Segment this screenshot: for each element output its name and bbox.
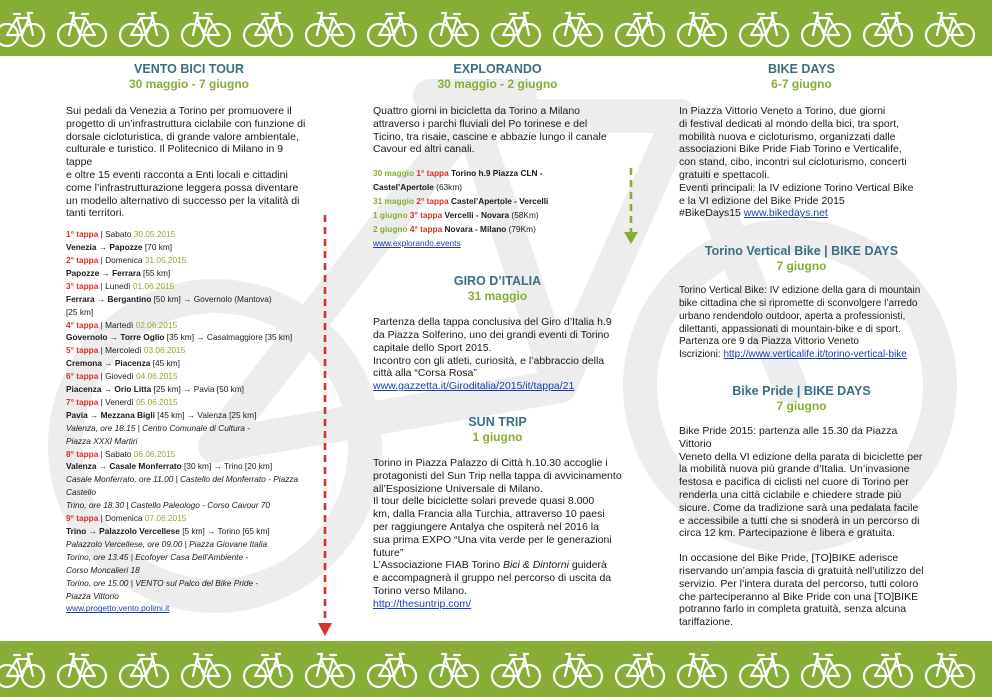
stage-route: Pavia → Mezzana Bigli [45 km] → Valenza [25 km] (66, 409, 257, 420)
giro-title: GIRO D’ITALIA (453, 274, 542, 289)
stage-note: Corso Moncalieri 18 (66, 564, 140, 575)
stage-route: Governolo → Torre Oglio [35 km] → Casalmaggiore [35 km] (66, 332, 293, 343)
stage-route: Cremona → Piacenza [45 km] (66, 358, 180, 369)
suntrip-body: Torino in Piazza Palazzo di Città h.10.30 accoglie i protagonisti del Sun Trip nella tappa di avvicinamento all’Esposizione Universale di Milano. Il tour delle biciclette solari prevede quasi 8.000 km, dalla Francia alla Turchia, attraverso 10 paesi per raggiungere Antalya che ospiterà nel 2016 la sua prima EXPO “Una vita verde per le generazioni future” L’Associazione FIAB Torino Bici & Dintorni guiderà e accompagnerà il gruppo nel percorso di uscita da Torino verso Milano. http://thesuntrip.com/ (373, 456, 622, 610)
suntrip-title: SUN TRIP (468, 414, 527, 429)
pride-tobike: In occasione del Bike Pride, [TO]BIKE aderisce riservando un’ampia fascia di gratuità nell’utilizzo del servizio. Per l’intera durata del percorso, tutti coloro che parteciperanno al Bike Pride con una [TO]BIKE potranno farlo in completa gratuità, senza alcuna tariffazione. (679, 552, 924, 629)
bicycle-icon (740, 13, 788, 46)
stage-header: 4° tappa | Martedì 02.06.2015 (66, 319, 178, 330)
bicycle-pattern-bottom (0, 641, 992, 697)
bicycle-icon (306, 654, 354, 687)
pride-date: 7 giugno (776, 398, 827, 413)
stage-header: 1° tappa | Sabato 30.05.2015 (66, 229, 176, 240)
vento-column (66, 56, 312, 615)
bicycle-icon (616, 13, 664, 46)
arrow-down-icon (622, 166, 640, 246)
giro-body: Partenza della tappa conclusiva del Giro d’Italia h.9 da Piazza Solferino, uno dei grandi eventi di Torino capitale dello Sport 2015. Incontro con gli atleti, curiosità, e l’abbraccio della città alla “Corsa Rosa” www.gazzetta.it/Giroditalia/2015/it/tappa/21 (373, 316, 612, 393)
vertical-title: Torino Vertical Bike | BIKE DAYS (704, 244, 899, 259)
stage-note: Torino, ore 13.45 | Ecofoyer Casa Dell’Ambiente - (66, 551, 249, 562)
bicycle-icon (368, 13, 416, 46)
bicycle-icon (120, 654, 168, 687)
top-bicycle-band (0, 0, 992, 56)
bicycle-icon (430, 13, 478, 46)
bicycle-icon (616, 654, 664, 687)
stage-note: Piazza XXXI Martiri (66, 435, 138, 446)
stage-header: 5° tappa | Mercoledì 03.06.2015 (66, 345, 186, 356)
bikedays-title: BIKE DAYS (768, 62, 835, 76)
bicycle-icon (244, 13, 292, 46)
explorando-stages: 30 maggio 1° tappa Torino h.9 Piazza CLN - Castel’Apertole (63km) 31 maggio 2° tappa Castel’Apertole - Vercelli 1 giugno 3° tappa Vercelli - Novara (58Km) 2 giugno 4° tappa Novara - Milano (79Km) www.explorando.events (373, 168, 549, 249)
bikedays-column (679, 56, 924, 629)
stage-note: Piazza Vittorio (66, 590, 119, 601)
stage-note: Trino, ore 18.30 | Castello Paleologo - Corso Cavour 70 (66, 500, 270, 511)
bicycle-pattern-top (0, 0, 992, 56)
pride-title: Bike Pride | BIKE DAYS (732, 383, 871, 398)
bicycle-icon (926, 654, 974, 687)
giro-link[interactable]: www.gazzetta.it/Giroditalia/2015/it/tappa/21 (373, 380, 575, 393)
bikedays-date: 6-7 giugno (771, 77, 832, 91)
stage-note: Torino, ore 15.00 | VENTO sul Palco del Bike Pride - (66, 577, 259, 588)
stage-route-extra: [25 km] (66, 306, 94, 317)
bicycle-icon (554, 13, 602, 46)
bicycle-icon (678, 654, 726, 687)
vento-intro: Sui pedali da Venezia a Torino per promuovere il progetto di un’infrastruttura ciclabile con funzione di dorsale cicloturistica, di grande valore ambientale, culturale e turistico. Il Politecnico di Milano in 9 tappe e oltre 15 eventi racconta a Enti locali e cittadini come l’infrastrutturazione leggera possa diventare un modello alternativo di successo per la vitalità di tanti territori. (66, 105, 306, 220)
bicycle-icon (58, 654, 106, 687)
bikedays-body: In Piazza Vittorio Veneto a Torino, due giorni di festival dedicati al mondo della bici, tra sport, mobilità nuova e cicloturismo, organizzati dalle associazioni Bike Pride Fiab Torino e Verticalife, con stand, cibo, incontri sul cicloturismo, concerti gratuiti e spettacoli. Eventi principali: la IV edizione Torino Vertical Bike e la VI edizione del Bike Pride 2015 #BikeDays15 www.bikedays.net (679, 105, 914, 220)
explorando-title: EXPLORANDO (453, 62, 542, 76)
vento-date: 30 maggio - 7 giugno (128, 77, 249, 91)
bikedays-link[interactable]: www.bikedays.net (743, 207, 828, 220)
bicycle-icon (368, 654, 416, 687)
bicycle-icon (430, 654, 478, 687)
pride-body: Bike Pride 2015: partenza alle 15.30 da Piazza Vittorio Veneto della VI edizione della parata di biciclette per la mobilità nuova più grande d’Italia. Un’invasione festosa e pacifica di ciclisti nel cuore di Torino per renderla una città ciclabile e chiedere strade più sicure. Come da tradizione sarà una pedalata facile e accessibile a tutti che si snoderà in un percorso di circa 12 km. Partecipazione è libera e gratuita. (679, 424, 923, 540)
middle-column (373, 56, 622, 611)
bicycle-icon (864, 13, 912, 46)
bicycle-icon (864, 654, 912, 687)
explorando-date: 30 maggio - 2 giugno (437, 77, 558, 91)
bicycle-icon (740, 654, 788, 687)
stage-route: Papozze → Ferrara [55 km] (66, 267, 171, 278)
bicycle-icon (0, 654, 44, 687)
explorando-link[interactable]: www.explorando.events (373, 238, 461, 249)
arrow-down-icon (316, 213, 334, 638)
stage-route: Valenza → Casale Monferrato [30 km] → Trino [20 km] (66, 461, 273, 472)
stage-header: 7° tappa | Venerdì 05.06.2015 (66, 396, 178, 407)
suntrip-date: 1 giugno (472, 429, 523, 444)
bicycle-icon (492, 654, 540, 687)
stage-note: Casale Monferrato, ore 11.00 | Castello del Monferrato - Piazza (66, 474, 299, 485)
stage-header: 8° tappa | Sabato 06.06.2015 (66, 448, 176, 459)
bicycle-icon (182, 13, 230, 46)
stage-header: 6° tappa | Giovedì 04.06.2015 (66, 371, 178, 382)
stage-note: Palazzolo Vercellese, ore 09.00 | Piazza Giovane Italia (66, 538, 268, 549)
stage-header: 9° tappa | Domenica 07.06.2015 (66, 513, 187, 524)
vento-title: VENTO BICI TOUR (134, 62, 244, 76)
stage-route: Piacenza → Orio Litta [25 km] → Pavia [50 km] (66, 384, 244, 395)
bicycle-icon (678, 13, 726, 46)
bicycle-icon (554, 654, 602, 687)
stage-route: Trino → Palazzolo Vercellese [5 km] → Torino [65 km] (66, 526, 270, 537)
stage-header: 3° tappa | Lunedì 01.06.2015 (66, 280, 175, 291)
stage-route: Ferrara → Bergantino [50 km] → Governolo (Mantova) (66, 293, 272, 304)
vento-link[interactable]: www.progetto.vento.polimi.it (66, 603, 170, 614)
explorando-intro: Quattro giorni in bicicletta da Torino a Milano attraverso i parchi fluviali del Po torinese e del Ticino, tra risaie, cascine e abbazie lungo il canale Cavour ed altri canali. (373, 105, 607, 156)
bicycle-icon (120, 13, 168, 46)
vento-stages (66, 228, 312, 615)
suntrip-link[interactable]: http://thesuntrip.com/ (373, 597, 472, 610)
bicycle-icon (58, 13, 106, 46)
bicycle-icon (244, 654, 292, 687)
bicycle-icon (926, 13, 974, 46)
bicycle-icon (182, 654, 230, 687)
vertical-body: Torino Vertical Bike: IV edizione della gara di mountain bike cittadina che si ripromette di sconvolgere l’arredo urbano rendendolo outdoor, aperta a professionisti, dilettanti, appassionati di mountain-bike e di sport. Partenza ore 9 da Piazza Vittorio Veneto Iscrizioni: http://www.verticalife.it/torino-vertical-bike (679, 285, 921, 361)
bicycle-icon (0, 13, 44, 46)
stage-header: 2° tappa | Domenica 31.05.2015 (66, 254, 187, 265)
stage-route: Venezia → Papozze [70 km] (66, 242, 173, 253)
stage-note: Castello (66, 487, 96, 498)
vertical-link[interactable]: http://www.verticalife.it/torino-vertical-bike (723, 349, 907, 361)
stage-note: Valenza, ore 18.15 | Centro Comunale di Cultura - (66, 422, 251, 433)
bicycle-icon (492, 13, 540, 46)
giro-date: 31 maggio (467, 289, 528, 304)
bicycle-icon (306, 13, 354, 46)
bottom-bicycle-band (0, 641, 992, 697)
bicycle-icon (802, 13, 850, 46)
bicycle-icon (802, 654, 850, 687)
vertical-date: 7 giugno (776, 259, 827, 274)
